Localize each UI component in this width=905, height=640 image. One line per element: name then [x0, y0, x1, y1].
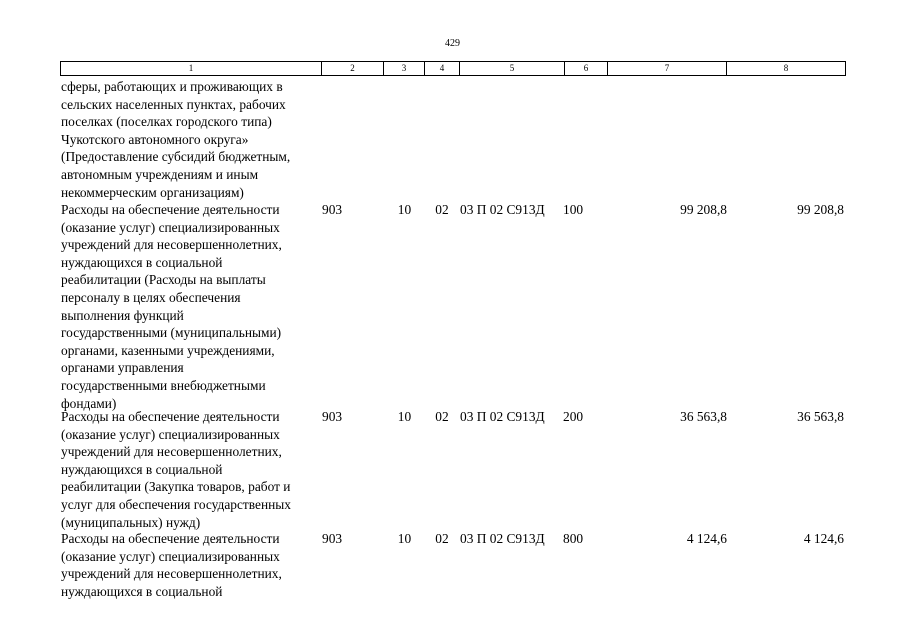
row-description: Расходы на обеспечение деятельности (оказание услуг) специализированных учреждений для несовершеннолетних, нуждающихся в социальной реабилитации (Закупка товаров, работ и услуг для обеспечения государственных (муниципальных) нужд): [61, 409, 291, 530]
admin-code: 903: [322, 531, 343, 546]
row-description: Расходы на обеспечение деятельности (оказание услуг) специализированных учреждений для несовершеннолетних, нуждающихся в социальной реабилитации (Расходы на выплаты персоналу в целях обеспечения выполнения функций государственными (муниципальными) органами, казенными учреждениями, органами управления государственными внебюджетными фондами): [61, 202, 282, 411]
column-header-4: 4: [425, 62, 460, 75]
expense-type-code: 800: [563, 531, 584, 546]
amount-col7: 99 208,8: [680, 202, 727, 217]
section-code: 10: [397, 409, 412, 424]
amount-col7: 36 563,8: [680, 409, 727, 424]
table-header: [60, 61, 846, 76]
column-header-3: 3: [384, 62, 425, 75]
column-header-7: 7: [608, 62, 727, 75]
subsection-code: 02: [435, 531, 449, 546]
target-article-code: 03 П 02 С913Д: [460, 409, 545, 424]
column-header-6: 6: [565, 62, 608, 75]
row-description: Расходы на обеспечение деятельности (оказание услуг) специализированных учреждений для несовершеннолетних, нуждающихся в социальной: [61, 531, 282, 599]
expense-type-code: 200: [563, 409, 584, 424]
column-header-8: 8: [783, 63, 789, 73]
column-header-1: 1: [61, 62, 322, 75]
expense-type-code: 100: [563, 202, 584, 217]
amount-col8: 4 124,6: [803, 531, 844, 546]
section-code: 10: [397, 202, 412, 217]
amount-col8: 99 208,8: [797, 202, 844, 217]
column-header-5: 5: [460, 62, 565, 75]
subsection-code: 02: [435, 202, 449, 217]
admin-code: 903: [322, 409, 343, 424]
page-number: 429: [445, 38, 460, 49]
target-article-code: 03 П 02 С913Д: [460, 531, 545, 546]
column-header-2: 2: [322, 62, 384, 75]
subsection-code: 02: [435, 409, 449, 424]
row-description: сферы, работающих и проживающих в сельских населенных пунктах, рабочих поселках (поселках городского типа) Чукотского автономного округа» (Предоставление субсидий бюджетным, автономным учреждениям и иным некоммерческим организациям): [61, 79, 291, 200]
section-code: 10: [397, 531, 412, 546]
admin-code: 903: [322, 202, 343, 217]
amount-col8: 36 563,8: [797, 409, 844, 424]
target-article-code: 03 П 02 С913Д: [460, 202, 545, 217]
amount-col7: 4 124,6: [686, 531, 727, 546]
